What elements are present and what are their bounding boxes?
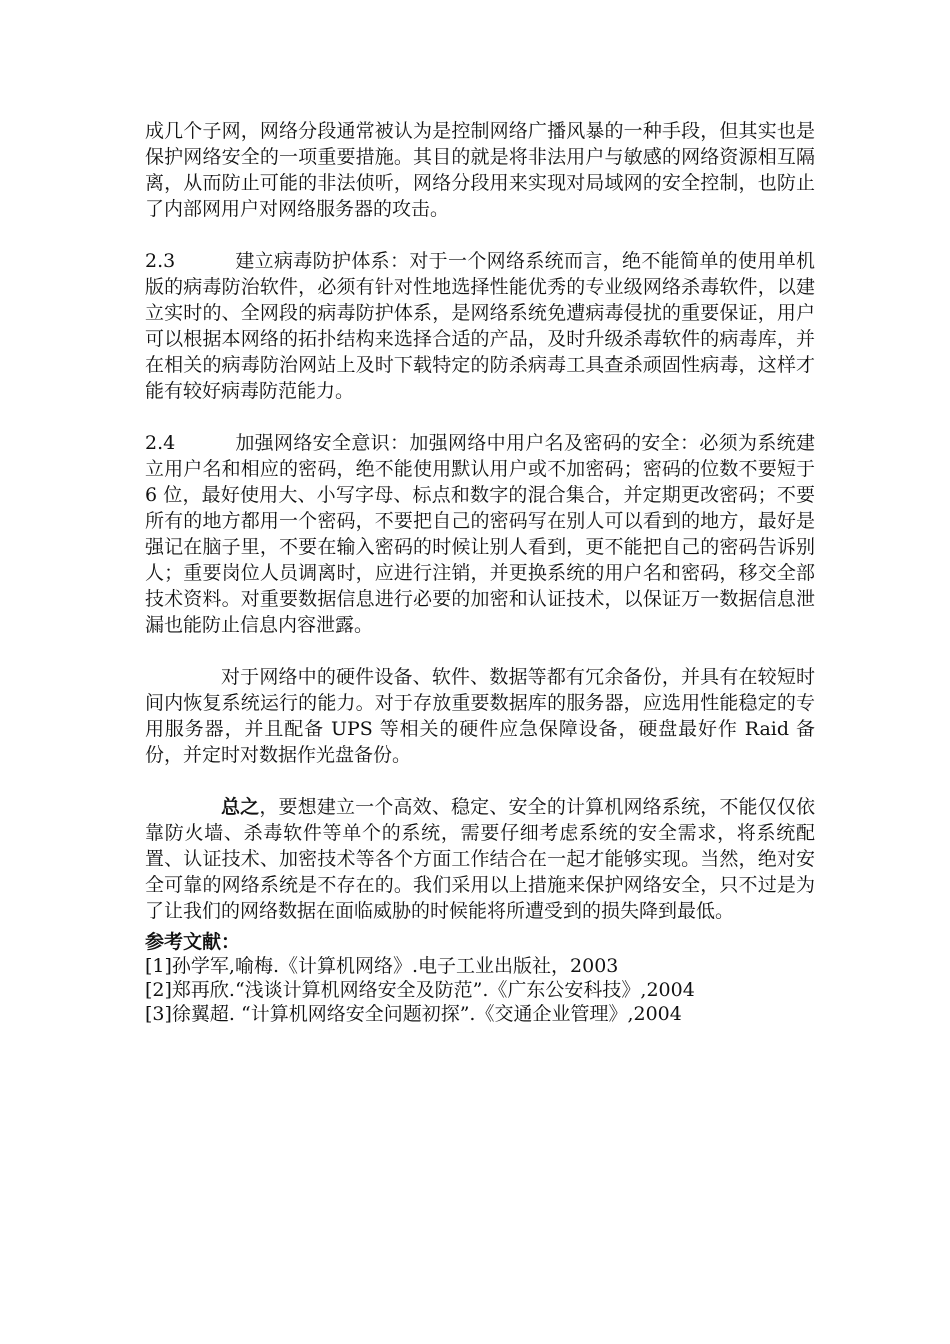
- conclusion-lead: 总之: [221, 796, 260, 818]
- reference-item: [3]徐翼超. “计算机网络安全问题初探”.《交通企业管理》,2004: [145, 1003, 682, 1025]
- section-2-4: [145, 430, 815, 638]
- paragraph-network-segmentation: 成几个子网，网络分段通常被认为是控制网络广播风暴的一种手段，但其实也是保护网络安全的一项重要措施。其目的就是将非法用户与敏感的网络资源相互隔离，从而防止可能的非法侦听，网络分段用来实现对局域网的安全控制，也防止了内部网用户对网络服务器的攻击。: [145, 120, 815, 220]
- section-number: 2.3: [145, 250, 176, 272]
- section-text: 建立病毒防护体系：对于一个网络系统而言，绝不能简单的使用单机版的病毒防治软件，必须有针对性地选择性能优秀的专业级网络杀毒软件，以建立实时的、全网段的病毒防护体系，是网络系统免遭病毒侵扰的重要保证，用户可以根据本网络的拓扑结构来选择合适的产品，及时升级杀毒软件的病毒库，并在相关的病毒防治网站上及时下载特定的防杀病毒工具查杀顽固性病毒，这样才能有较好病毒防范能力。: [145, 250, 815, 402]
- reference-item: [2]郑再欣.“浅谈计算机网络安全及防范”.《广东公安科技》,2004: [145, 979, 695, 1001]
- references-title: 参考文献：: [145, 931, 241, 953]
- paragraph-conclusion: [145, 794, 815, 924]
- reference-item: [1]孙学军,喻梅.《计算机网络》.电子工业出版社，2003: [145, 955, 619, 977]
- conclusion-text: ，要想建立一个高效、稳定、安全的计算机网络系统，不能仅仅依靠防火墙、杀毒软件等单个的系统，需要仔细考虑系统的安全需求，将系统配置、认证技术、加密技术等各个方面工作结合在一起才能够实现。当然，绝对安全可靠的网络系统是不存在的。我们采用以上措施来保护网络安全，只不过是为了让我们的网络数据在面临威胁的时候能将所遭受到的损失降到最低。: [145, 796, 815, 922]
- section-text: 加强网络安全意识：加强网络中用户名及密码的安全：必须为系统建立用户名和相应的密码，绝不能使用默认用户或不加密码；密码的位数不要短于 6 位，最好使用大、小写字母、标点和数字的混合集合，并定期更改密码；不要所有的地方都用一个密码，不要把自己的密码写在别人可以看到的地方，最好是强记在脑子里，不要在输入密码的时候让别人看到，更不能把自己的密码告诉别人；重要岗位人员调离时，应进行注销，并更换系统的用户名和密码，移交全部技术资料。对重要数据信息进行必要的加密和认证技术，以保证万一数据信息泄漏也能防止信息内容泄露。: [145, 432, 815, 636]
- section-2-3: [145, 248, 815, 404]
- document-page: [145, 118, 815, 1026]
- paragraph-backup: 对于网络中的硬件设备、软件、数据等都有冗余备份，并具有在较短时间内恢复系统运行的能力。对于存放重要数据库的服务器，应选用性能稳定的专用服务器，并且配备 UPS 等相关的硬件应急保障设备，硬盘最好作 Raid 备份，并定时对数据作光盘备份。: [145, 666, 815, 766]
- section-number: 2.4: [145, 432, 176, 454]
